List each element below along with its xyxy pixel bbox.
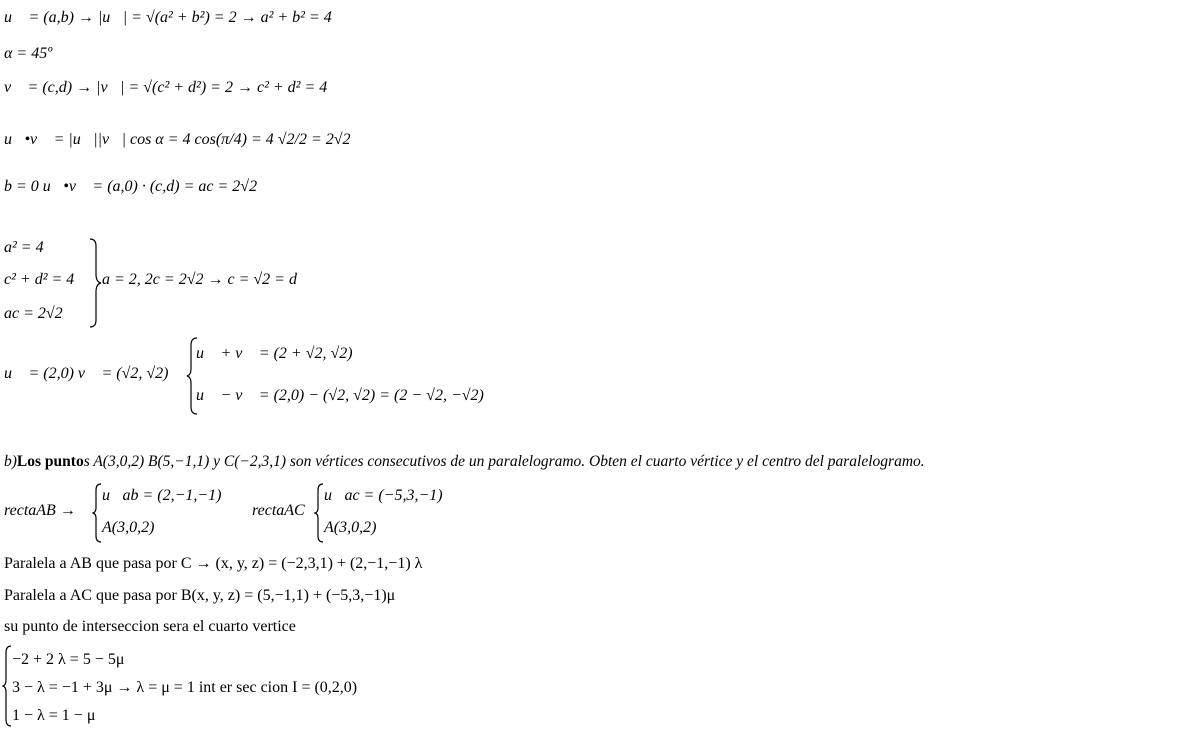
recta-ab-row-2: A(3,0,2) bbox=[102, 519, 155, 536]
interseccion-text: su punto de interseccion sera el cuarto vertice bbox=[4, 618, 296, 635]
part-b-prefix: b) bbox=[4, 453, 17, 470]
vectors-u-v: u⃗ = (2,0) v⃗ = (√2, √2) bbox=[4, 365, 169, 382]
part-b-bold-label: Los punto bbox=[16, 453, 84, 470]
system-2-row-2: u⃗ − v⃗ = (2,0) − (√2, √2) = (2 − √2, −√2) bbox=[196, 387, 484, 404]
system-1-row-1: a² = 4 bbox=[4, 239, 44, 256]
left-brace-icon bbox=[92, 483, 102, 543]
equation-dot-product: u⃗•v⃗ = |u⃗||v⃗| cos α = 4 cos(π/4) = 4 √2/2 = 2√2 bbox=[4, 131, 351, 148]
equation-b-zero: b = 0 u⃗•v⃗ = (a,0) · (c,d) = ac = 2√2 bbox=[4, 178, 258, 195]
part-b-text: s A(3,0,2) B(5,−1,1) y C(−2,3,1) son vértices consecutivos de un paralelogramo. Obten el cuarto vértice y el centro del paralelogramo. bbox=[83, 453, 925, 470]
system-1-row-2: c² + d² = 4 bbox=[4, 271, 75, 288]
left-brace-icon bbox=[2, 645, 12, 727]
system-3-row-1: −2 + 2 λ = 5 − 5μ bbox=[12, 651, 125, 668]
right-brace-icon bbox=[88, 238, 102, 328]
equation-v-modulus: v⃗ = (c,d) → |v⃗| = √(c² + d²) = 2 → c² + d² = 4 bbox=[4, 79, 328, 96]
system-3-row-2: 3 − λ = −1 + 3μ → λ = μ = 1 int er sec cion I = (0,2,0) bbox=[12, 679, 358, 696]
paralela-ab: Paralela a AB que pasa por C → (x, y, z) = (−2,3,1) + (2,−1,−1) λ bbox=[4, 555, 423, 572]
part-b-statement bbox=[4, 452, 925, 472]
equation-alpha: α = 45º bbox=[4, 45, 53, 62]
recta-ac-label: rectaAC bbox=[252, 502, 305, 519]
left-brace-icon bbox=[314, 483, 324, 543]
system-1-result: a = 2, 2c = 2√2 → c = √2 = d bbox=[102, 271, 297, 288]
system-1 bbox=[4, 238, 404, 328]
recta-ab-label: rectaAB → bbox=[4, 502, 76, 519]
paralela-ac: Paralela a AC que pasa por B(x, y, z) = (5,−1,1) + (−5,3,−1)μ bbox=[4, 587, 396, 604]
system-3-row-3: 1 − λ = 1 − μ bbox=[12, 707, 96, 724]
recta-ac-row-2: A(3,0,2) bbox=[324, 519, 377, 536]
system-2-row-1: u⃗ + v⃗ = (2 + √2, √2) bbox=[196, 345, 353, 362]
recta-ac-row-1: u⃗ac = (−5,3,−1) bbox=[324, 487, 443, 504]
system-1-row-3: ac = 2√2 bbox=[4, 305, 63, 322]
recta-ab-row-1: u⃗ab = (2,−1,−1) bbox=[102, 487, 222, 504]
equation-u-modulus: u⃗ = (a,b) → |u⃗| = √(a² + b²) = 2 → a² + b² = 4 bbox=[4, 9, 332, 26]
